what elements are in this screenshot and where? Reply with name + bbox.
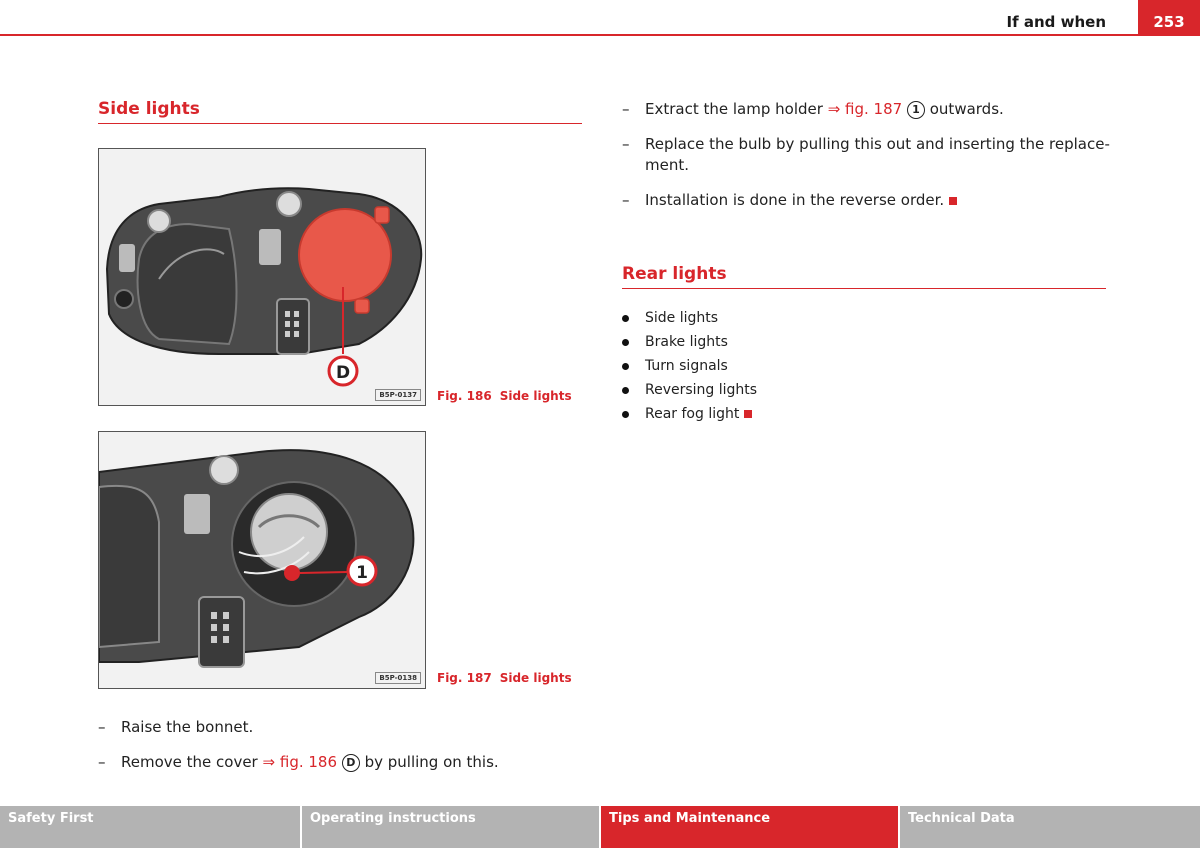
step-text-before: Extract the lamp holder [645,100,823,118]
figure-reference-link[interactable] [828,100,903,118]
list-item [622,382,922,402]
reference-text: fig. 187 [845,100,903,118]
page-number: 253 [1138,0,1200,36]
step-text-content: Installation is done in the reverse order. [645,191,945,209]
figure-label: Side lights [499,671,572,685]
list-item-label [645,406,752,422]
section-heading-rear-lights: Rear lights [622,264,727,284]
list-item [622,358,922,378]
figure-callout: 1 [356,563,368,583]
step-text-after: by pulling on this. [364,753,499,771]
step-text-after: outwards. [929,100,1004,118]
figure-reference-link[interactable] [263,753,338,771]
figure-code: B5P-0138 [375,672,421,684]
callout-marker: 1 [907,101,925,119]
step-raise-bonnet [98,717,582,739]
dash-marker: – [98,753,106,771]
bullet-icon [622,315,629,322]
step-text [645,190,957,211]
step-installation [622,190,1106,212]
step-text [121,752,499,773]
step-text: Raise the bonnet. [121,718,254,736]
list-item-label: Reversing lights [645,382,758,398]
dash-marker: – [622,100,630,118]
reference-arrow: ⇒ [827,100,841,118]
figure-186-caption [437,389,572,403]
list-item-label: Turn signals [645,358,728,374]
figure-186-image [98,148,426,406]
list-item-label: Side lights [645,310,719,326]
footer-tab-operating-instructions[interactable]: Operating instructions [302,806,599,848]
footer-tab-tips-and-maintenance[interactable]: Tips and Maintenance [601,806,898,848]
dash-marker: – [622,191,630,209]
headlamp-illustration-cover [99,149,425,405]
figure-label: Side lights [499,389,572,403]
list-item-text: Rear fog light [645,406,740,422]
reference-text: fig. 186 [279,753,338,771]
list-item [622,406,922,426]
step-text [645,99,1004,120]
figure-callout: D [335,363,351,383]
figure-number: Fig. 187 [437,671,492,685]
section-heading-side-lights: Side lights [98,99,200,119]
header-title: If and when [1006,13,1106,31]
section-rule [98,123,582,124]
bullet-icon [622,363,629,370]
bullet-icon [622,411,629,418]
figure-187-image [98,431,426,689]
reference-arrow: ⇒ [262,753,276,771]
bullet-icon [622,339,629,346]
step-extract-holder [622,99,1106,121]
list-item-label: Brake lights [645,334,728,350]
step-text-line2: ment. [645,156,689,174]
header-rule [0,34,1200,36]
footer-tab-safety-first[interactable]: Safety First [0,806,300,848]
footer-tab-technical-data[interactable]: Technical Data [900,806,1200,848]
callout-marker: D [342,754,360,772]
end-of-section-marker [744,410,752,418]
figure-code: B5P-0137 [375,389,421,401]
dash-marker: – [622,135,630,153]
list-item [622,334,922,354]
figure-number: Fig. 186 [437,389,492,403]
figure-187-caption [437,671,572,685]
list-item [622,310,922,330]
step-text-before: Remove the cover [121,753,258,771]
end-of-section-marker [949,197,957,205]
step-remove-cover [98,752,582,774]
step-text-line1: Replace the bulb by pulling this out and inserting the replace- [645,135,1110,153]
headlamp-illustration-holder [99,432,425,688]
step-replace-bulb [622,134,1110,178]
dash-marker: – [98,718,106,736]
section-rule [622,288,1106,289]
bullet-icon [622,387,629,394]
